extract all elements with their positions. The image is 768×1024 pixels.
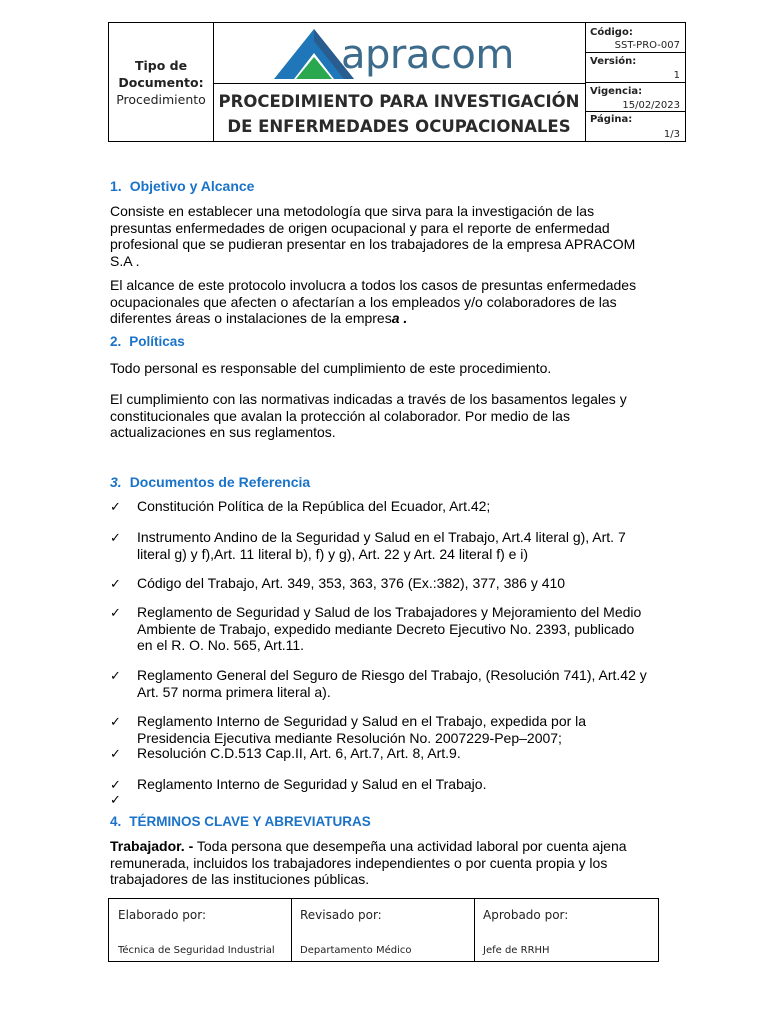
procedure-title-line: DE ENFERMEDADES OCUPACIONALES <box>227 117 571 136</box>
header-divider <box>213 23 214 141</box>
paragraph-objective <box>110 203 658 269</box>
section-title: Objetivo y Alcance <box>129 178 255 194</box>
text-line: Resolución C.D.513 Cap.II, Art. 6, Art.7, Art. 8, Art.9. <box>137 745 461 761</box>
section-number: 2. <box>110 334 122 349</box>
text-line: Art. 57 norma primera literal a). <box>137 683 331 700</box>
reference-item <box>137 776 658 793</box>
check-icon: ✓ <box>110 605 121 620</box>
reference-item <box>137 713 658 746</box>
check-icon: ✓ <box>110 530 121 545</box>
validity-label: Vigencia: <box>590 86 643 97</box>
text-line: El alcance de este protocolo involucra a todos los casos de presuntas enfermedades <box>110 277 637 293</box>
text-line: Presidencia Ejecutiva mediante Resolución No. 2007229-Pep–2007; <box>137 729 562 746</box>
check-icon: ✓ <box>110 668 121 683</box>
approved-by-value: Jefe de RRHH <box>483 945 550 956</box>
text-line: Reglamento General del Seguro de Riesgo del Trabajo, (Resolución 741), Art.42 y <box>137 667 647 683</box>
header-divider <box>585 82 685 83</box>
header-divider <box>585 111 685 112</box>
procedure-title <box>215 89 583 139</box>
section-number: 1. <box>110 178 122 194</box>
bold-italic-text: a . <box>391 310 408 326</box>
section-heading-policies <box>110 334 185 349</box>
reference-item <box>137 529 658 562</box>
elaborated-by-label: Elaborado por: <box>118 908 207 922</box>
text-line: Todo personal es responsable del cumplimiento de este procedimiento. <box>110 360 552 376</box>
section-heading-objective <box>110 178 254 194</box>
text-span: Toda persona que desempeña una actividad laboral por cuenta ajena <box>193 838 627 854</box>
check-icon: ✓ <box>110 714 121 729</box>
text-line: El cumplimiento con las normativas indicadas a través de los basamentos legales y <box>110 391 627 407</box>
logo-text: apracom <box>341 32 514 78</box>
text-line: Reglamento de Seguridad y Salud de los Trabajadores y Mejoramiento del Medio <box>137 604 642 620</box>
text-line: presuntas enfermedades de origen ocupacional y para el reporte de enfermedad <box>110 219 610 236</box>
text-line: Reglamento Interno de Seguridad y Salud en el Trabajo, expedida por la <box>137 713 587 729</box>
text-line: remunerada, incluidos los trabajadores independientes o por cuenta propia y los <box>110 854 608 871</box>
section-title: TÉRMINOS CLAVE Y ABREVIATURAS <box>129 814 371 829</box>
reference-item <box>137 745 658 762</box>
version-label: Versión: <box>590 56 637 67</box>
text-line: Código del Trabajo, Art. 349, 353, 363, 376 (Ex.:382), 377, 386 y 410 <box>137 575 566 591</box>
text-line: en el R. O. No. 565, Art.11. <box>137 637 305 653</box>
document-type-label: Tipo de Documento: <box>118 57 204 90</box>
footer-divider <box>291 899 292 961</box>
reference-item <box>137 604 658 654</box>
signature-table <box>108 898 659 962</box>
reference-item <box>137 667 658 700</box>
text-line: Ambiente de Trabajo, expedido mediante Decreto Ejecutivo No. 2393, publicado <box>137 620 635 637</box>
paragraph-policy-1 <box>110 360 658 377</box>
document-type-value: Procedimiento <box>116 91 206 107</box>
section-heading-terms <box>110 814 371 829</box>
page-value: 1/3 <box>663 129 680 140</box>
page-label: Página: <box>590 114 633 125</box>
procedure-title-line: PROCEDIMIENTO PARA INVESTIGACIÓN <box>218 92 580 111</box>
section-number: 3. <box>110 474 122 490</box>
text-line: Consiste en establecer una metodología que sirva para la investigación de las <box>110 203 595 219</box>
header-divider <box>585 52 685 53</box>
reviewed-by-label: Revisado por: <box>300 908 382 922</box>
check-icon: ✓ <box>110 792 121 807</box>
approved-by-label: Aprobado por: <box>483 908 569 922</box>
text-line: profesional que se pudieran presentar en los trabajadores de la empresa APRACOM <box>110 236 636 252</box>
text-line <box>110 310 658 327</box>
section-title: Documentos de Referencia <box>129 474 311 490</box>
header-divider <box>213 83 585 84</box>
text-line: literal g) y f),Art. 11 literal b), f) y g), Art. 22 y Art. 24 literal f) e i) <box>137 545 529 562</box>
text-line: Reglamento Interno de Seguridad y Salud en el Trabajo. <box>137 776 487 792</box>
section-heading-references <box>110 474 310 490</box>
version-value: 1 <box>673 70 680 81</box>
footer-divider <box>474 899 475 961</box>
document-type-cell <box>109 23 213 141</box>
text-line: ocupacionales que afecten o afectarían a los empleados y/o colaboradores de las <box>110 293 617 310</box>
section-number: 4. <box>110 814 122 829</box>
text-line: constitucionales que avalan la protección al colaborador. Por medio de las <box>110 407 570 424</box>
term-label: Trabajador. - <box>110 838 194 854</box>
text-line: S.A . <box>110 252 140 269</box>
check-icon: ✓ <box>110 746 121 761</box>
check-icon: ✓ <box>110 499 121 514</box>
code-label: Código: <box>590 27 633 38</box>
check-icon: ✓ <box>110 576 121 591</box>
code-value: SST-PRO-007 <box>614 40 680 51</box>
text-line <box>110 838 658 855</box>
section-title: Políticas <box>129 334 185 349</box>
paragraph-terms <box>110 838 658 888</box>
reference-item <box>137 498 658 515</box>
text-span: diferentes áreas o instalaciones de la empres <box>110 310 392 326</box>
reviewed-by-value: Departamento Médico <box>300 945 412 956</box>
paragraph-scope <box>110 277 658 327</box>
reference-item <box>137 575 658 592</box>
text-line: actualizaciones en sus reglamentos. <box>110 424 336 440</box>
paragraph-policy-2 <box>110 391 658 441</box>
text-line: Instrumento Andino de la Seguridad y Salud en el Trabajo, Art.4 literal g), Art. 7 <box>137 529 626 545</box>
text-line: Constitución Política de la República del Ecuador, Art.42; <box>137 498 491 514</box>
document-header-table <box>108 22 686 142</box>
text-line: trabajadores de las instituciones públicas. <box>110 871 370 887</box>
validity-value: 15/02/2023 <box>622 100 680 111</box>
elaborated-by-value: Técnica de Seguridad Industrial <box>118 945 275 956</box>
check-icon: ✓ <box>110 777 121 792</box>
